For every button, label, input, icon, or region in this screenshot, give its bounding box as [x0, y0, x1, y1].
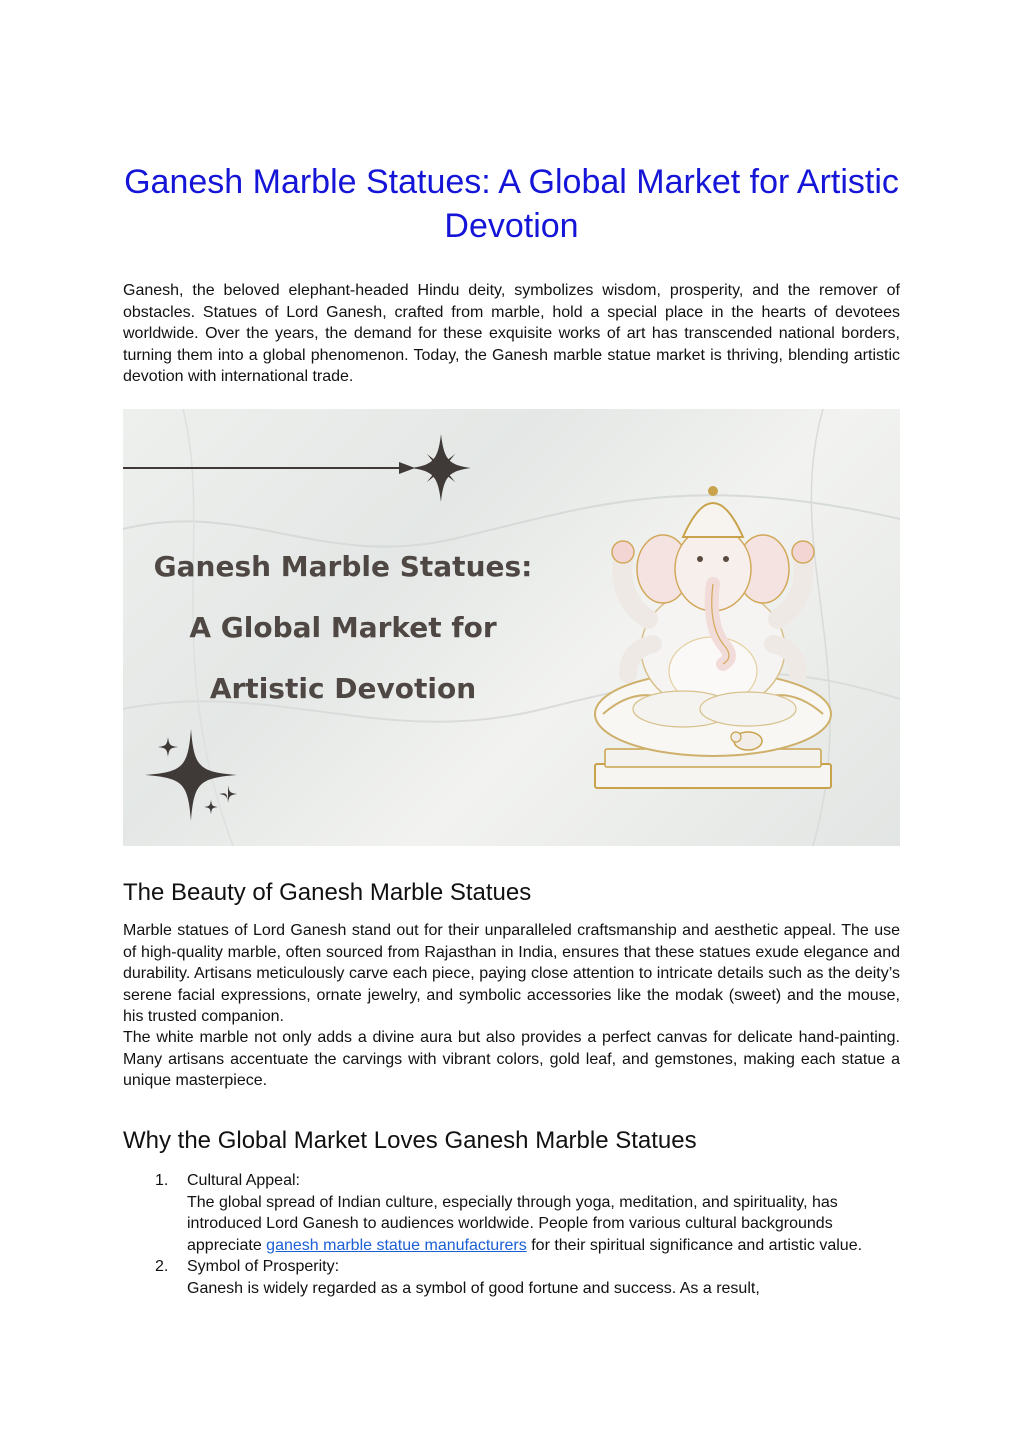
page-title: Ganesh Marble Statues: A Global Market for Artistic Devotion [124, 163, 899, 245]
list-item [123, 1256, 900, 1299]
section-beauty-paragraph-1: Marble statues of Lord Ganesh stand out for their unparalleled craftsmanship and aesthetic appeal. The use of high-quality marble, often sourced from Rajasthan in India, ensures that these statues exude elegance and durability. Artisans meticulously carve each piece, paying close attention to intricate details such as the deity’s serene facial expressions, ornate jewelry, and symbolic accessories like the modak (sweet) and the mouse, his trusted companion. [123, 922, 900, 1025]
four-point-star-icon [411, 434, 471, 502]
list-item-text-after: for their spiritual significance and artistic value. [531, 1236, 863, 1254]
list-item-text-before: The global spread of Indian culture, especially through yoga, meditation, and spirituality, has introduced Lord Ganesh to audiences worldwide. People from various cultural backgrounds appreciate [187, 1193, 838, 1254]
sparkle-large-icon [145, 729, 237, 821]
banner-title-line2: A Global Market for [189, 611, 497, 644]
list-item-text: Ganesh is widely regarded as a symbol of good fortune and success. As a result, [187, 1279, 760, 1297]
list-item-number: 1. [155, 1172, 169, 1189]
section-heading-beauty: The Beauty of Ganesh Marble Statues [123, 879, 532, 906]
intro-paragraph: Ganesh, the beloved elephant-headed Hindu deity, symbolizes wisdom, prosperity, and the remover of obstacles. Statues of Lord Ganesh, crafted from marble, hold a special place in the hearts of devotees worldwide. Over the years, the demand for these exquisite works of art has transcended national borders, turning them into a global phenomenon. Today, the Ganesh marble statue market is thriving, blending artistic devotion with international trade. [123, 282, 900, 385]
banner-title-line3: Artistic Devotion [209, 672, 477, 705]
list-item-title: Symbol of Prosperity: [187, 1258, 340, 1275]
banner-image [123, 409, 900, 846]
list-item-title: Cultural Appeal: [187, 1172, 300, 1189]
section-beauty-paragraph-2: The white marble not only adds a divine aura but also provides a perfect canvas for delicate hand-painting. Many artisans accentuate the carvings with vibrant colors, gold leaf, and gemstones, making each statue a unique masterpiece. [123, 1029, 900, 1089]
manufacturers-link[interactable]: ganesh marble statue manufacturers [266, 1236, 527, 1254]
sparkle-small-icon [204, 800, 218, 814]
list-item [123, 1170, 900, 1256]
banner-title-line1: Ganesh Marble Statues: [153, 550, 533, 583]
sparkle-small-icon [219, 785, 237, 803]
list-item-text [187, 1192, 900, 1257]
section-heading-global-market: Why the Global Market Loves Ganesh Marble Statues [123, 1127, 697, 1154]
reasons-list [123, 1170, 900, 1299]
list-item-number: 2. [155, 1258, 169, 1275]
ganesh-statue-icon [595, 486, 831, 788]
decorative-line-icon [123, 462, 415, 474]
sparkle-small-icon [158, 737, 178, 757]
